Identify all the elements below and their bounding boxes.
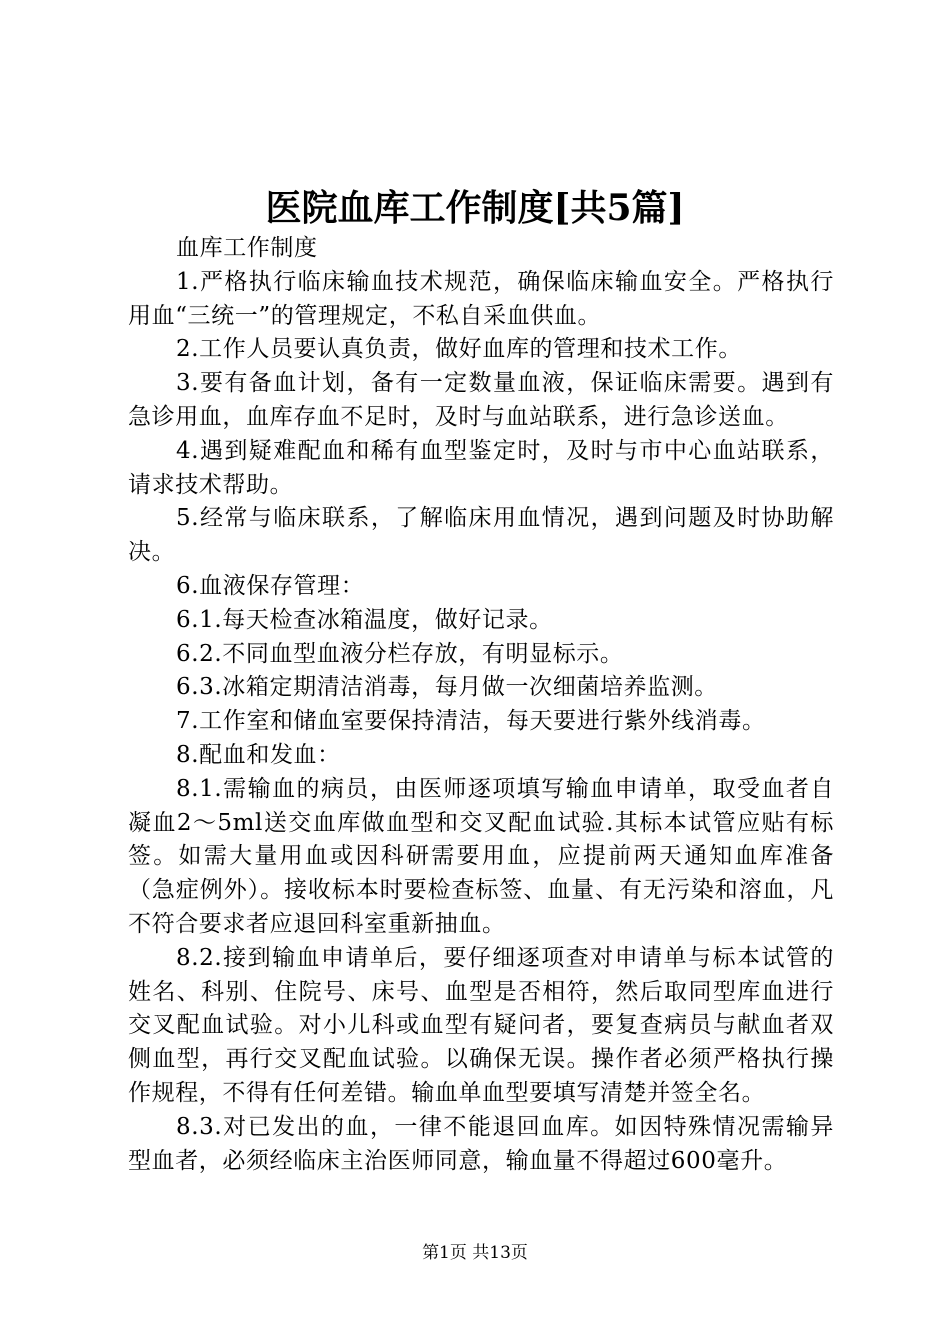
paragraph: 4.遇到疑难配血和稀有血型鉴定时，及时与市中心血站联系，请求技术帮助。	[128, 437, 834, 498]
paragraph: 3.要有备血计划，备有一定数量血液，保证临床需要。遇到有急诊用血，血库存血不足时，及时与血站联系，进行急诊送血。	[128, 370, 834, 430]
paragraph: 2.工作人员要认真负责，做好血库的管理和技术工作。	[176, 336, 742, 363]
paragraph: 7.工作室和储血室要保持清洁，每天要进行紫外线消毒。	[176, 708, 766, 735]
paragraph: 6.2.不同血型血液分栏存放，有明显标示。	[176, 640, 624, 667]
document-title: 医院血库工作制度[共5篇]	[265, 187, 685, 229]
paragraph: 8.1.需输血的病员，由医师逐项填写输血申请单，取受血者自凝血2～5ml送交血库做血型和交叉配血试验.其标本试管应贴有标签。如需大量用血或因科研需要用血，应提前两天通知血库准备（急症例外）。接收标本时要检查标签、血量、有无污染和溶血，凡不符合要求者应退回科室重新抽血。	[128, 775, 834, 937]
paragraph: 8.配血和发血：	[176, 741, 341, 768]
paragraph: 5.经常与临床联系，了解临床用血情况，遇到问题及时协助解决。	[128, 505, 834, 566]
paragraph: 1.严格执行临床输血技术规范，确保临床输血安全。严格执行用血“三统一”的管理规定，不私自采血供血。	[128, 268, 834, 329]
paragraph-heading: 血库工作制度	[176, 235, 318, 261]
paragraph: 6.3.冰箱定期清洁消毒，每月做一次细菌培养监测。	[176, 674, 718, 701]
paragraph: 6.1.每天检查冰箱温度，做好记录。	[176, 606, 553, 633]
paragraph: 8.3.对已发出的血，一律不能退回血库。如因特殊情况需输异型血者，必须经临床主治医师同意，输血量不得超过600毫升。	[128, 1113, 834, 1174]
page-footer: 第1页 共13页	[422, 1243, 528, 1263]
paragraph: 6.血液保存管理：	[176, 572, 365, 599]
paragraph: 8.2.接到输血申请单后，要仔细逐项查对申请单与标本试管的姓名、科别、住院号、床号、血型是否相符，然后取同型库血进行交叉配血试验。对小儿科或血型有疑问者，要复查病员与献血者双侧血型，再行交叉配血试验。以确保无误。操作者必须严格执行操作规程，不得有任何差错。输血单血型要填写清楚并签全名。	[128, 944, 834, 1106]
document-body	[128, 232, 834, 1178]
